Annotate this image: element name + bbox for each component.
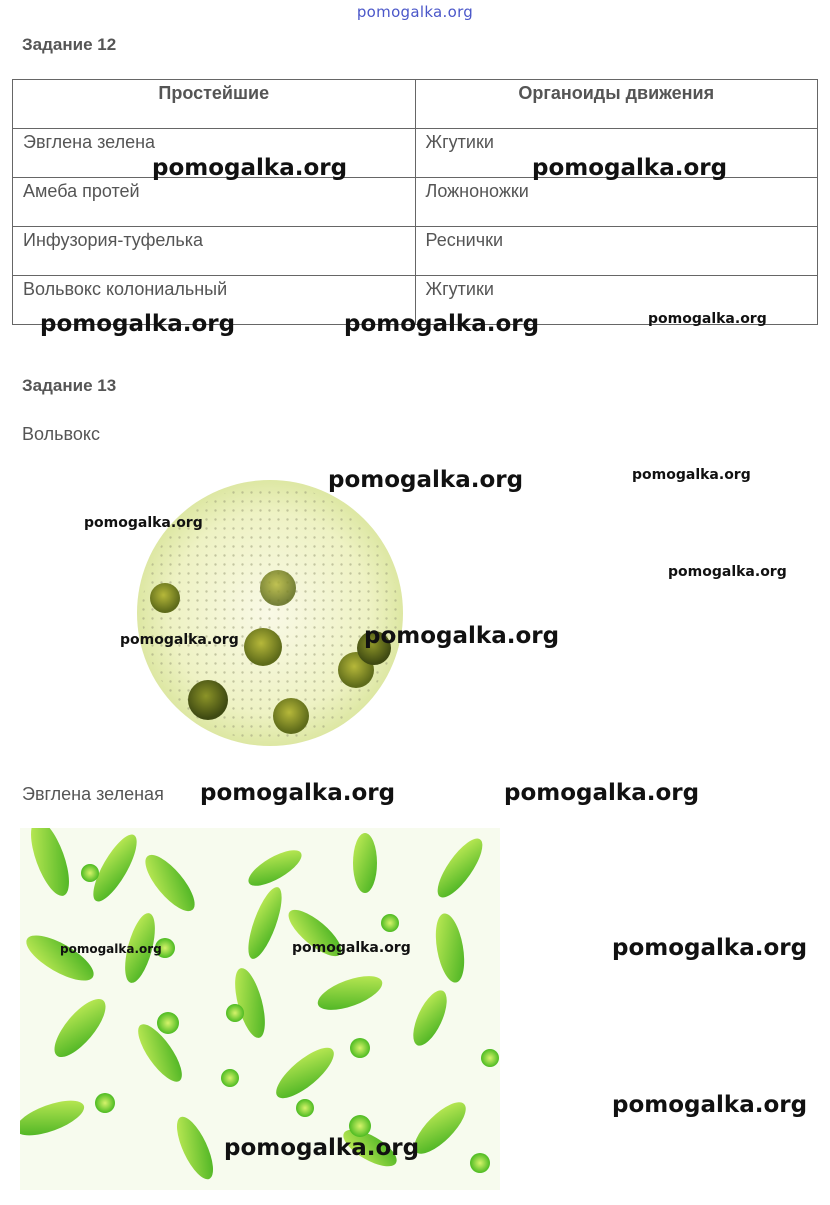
protozoa-table [12,79,818,325]
watermark: pomogalka.org [328,467,524,493]
watermark: pomogalka.org [364,623,560,649]
task-12-heading: Задание 12 [22,35,117,54]
table-cell: Реснички [415,227,818,276]
column-header-protozoa: Простейшие [13,80,416,129]
table-row [13,227,818,276]
table-cell: Эвглена зелена [13,129,416,178]
watermark: pomogalka.org [532,155,728,181]
watermark: pomogalka.org [60,942,162,956]
watermark: pomogalka.org [224,1135,420,1161]
watermark: pomogalka.org [668,564,787,580]
table-cell: Жгутики [415,276,818,325]
watermark: pomogalka.org [504,780,700,806]
watermark: pomogalka.org [40,311,236,337]
table-cell: Жгутики [415,129,818,178]
watermark: pomogalka.org [612,1092,808,1118]
column-header-organelles: Органоиды движения [415,80,818,129]
watermark: pomogalka.org [120,632,239,648]
table-cell: Вольвокс колониальный [13,276,416,325]
euglena-label: Эвглена зеленая [22,784,164,804]
site-header-link[interactable]: pomogalka.org [356,3,474,21]
watermark: pomogalka.org [344,311,540,337]
watermark: pomogalka.org [648,311,767,327]
watermark: pomogalka.org [292,940,411,956]
volvox-photo [130,470,410,755]
watermark: pomogalka.org [200,780,396,806]
watermark: pomogalka.org [612,935,808,961]
volvox-label: Вольвокс [22,424,100,444]
watermark: pomogalka.org [152,155,348,181]
table-row [13,178,818,227]
table-cell: Амеба протей [13,178,416,227]
watermark: pomogalka.org [84,515,203,531]
task-13-heading: Задание 13 [22,376,117,395]
watermark: pomogalka.org [632,467,751,483]
table-header-row [13,80,818,129]
table-cell: Ложноножки [415,178,818,227]
table-cell: Инфузория-туфелька [13,227,416,276]
